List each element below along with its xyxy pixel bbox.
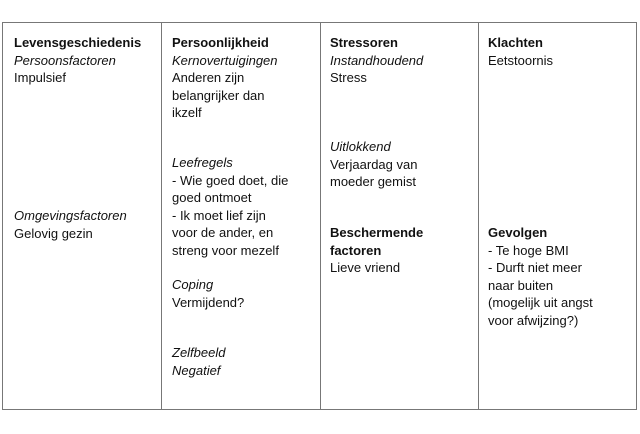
section-value: Gelovig gezin [14, 225, 93, 241]
section-line: - Te hoge BMI [488, 242, 569, 258]
section-line: streng voor mezelf [172, 242, 279, 258]
section-value: Eetstoornis [488, 52, 554, 68]
column-divider [320, 22, 321, 410]
section-label: Leefregels [172, 155, 233, 170]
persoonlijkheid-column [172, 34, 278, 122]
section-label: Persoonsfactoren [14, 52, 116, 68]
section-line: Verjaardag van [330, 156, 418, 172]
section-line: - Durft niet meer [488, 260, 582, 275]
section-line: belangrijker dan [172, 87, 265, 103]
uitlokkend-section [330, 138, 417, 191]
section-label: Beschermende [330, 225, 424, 240]
leefregels-section [172, 154, 288, 259]
section-label: Uitlokkend [330, 139, 391, 154]
beschermende-factoren-section [330, 224, 423, 277]
section-line: ikzelf [172, 105, 202, 120]
section-label: Kernovertuigingen [172, 52, 278, 68]
column-heading: Klachten [488, 35, 543, 50]
column-heading: Stressoren [330, 35, 398, 50]
section-line: voor de ander, en [172, 225, 274, 240]
coping-section [172, 276, 244, 311]
zelfbeeld-section [172, 344, 225, 379]
section-value: Vermijdend? [172, 294, 245, 310]
column-divider [161, 22, 162, 410]
section-line: Anderen zijn [172, 70, 245, 85]
section-line: - Wie goed doet, die [172, 172, 289, 188]
section-value: Stress [330, 70, 367, 85]
section-label: Coping [172, 277, 214, 292]
column-heading: Persoonlijkheid [172, 35, 269, 50]
section-label: Gevolgen [488, 225, 548, 240]
klachten-column [488, 34, 553, 69]
stressoren-column [330, 34, 423, 87]
section-line: naar buiten [488, 277, 554, 293]
levensgeschiedenis-column [14, 34, 141, 87]
section-label: Omgevingsfactoren [14, 208, 127, 223]
section-line: (mogelijk uit angst [488, 295, 593, 310]
column-divider [478, 22, 479, 410]
section-value: Impulsief [14, 70, 67, 85]
section-line: moeder gemist [330, 174, 416, 189]
section-line: voor afwijzing?) [488, 312, 579, 328]
gevolgen-section [488, 224, 593, 329]
section-label: factoren [330, 242, 382, 258]
omgevingsfactoren-section [14, 207, 127, 242]
section-label: Instandhoudend [330, 52, 424, 68]
section-value: Negatief [172, 362, 221, 378]
column-heading: Levensgeschiedenis [14, 35, 142, 50]
section-line: goed ontmoet [172, 190, 252, 205]
section-label: Zelfbeeld [172, 345, 226, 360]
section-line: - Ik moet lief zijn [172, 207, 266, 223]
section-value: Lieve vriend [330, 260, 401, 275]
